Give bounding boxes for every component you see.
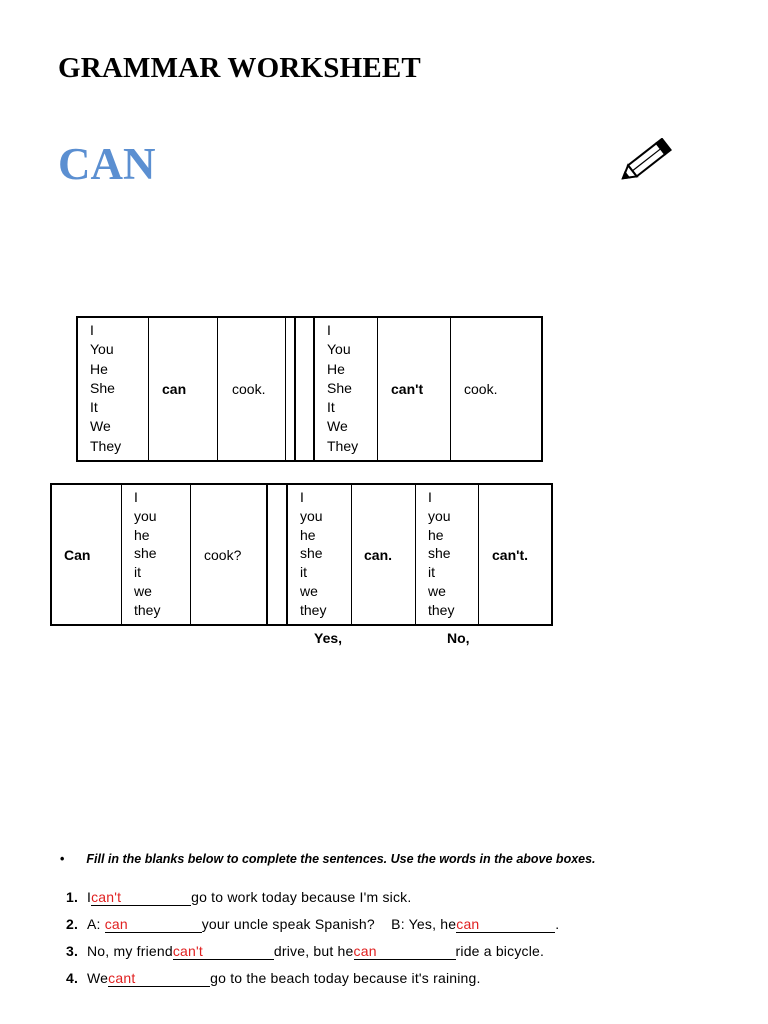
verb-cook: cook. [232,381,266,397]
worksheet-title: GRAMMAR WORKSHEET [58,52,421,84]
answer-blank[interactable]: can [456,916,555,933]
modal-can: can [162,381,187,397]
pencil-icon [616,138,674,184]
verb-cook-question: cook? [204,546,242,563]
pronoun-list: I you he she it we they [428,489,455,618]
answer-blank[interactable]: can't [91,889,191,906]
bullet: • [60,852,65,866]
verb-cook: cook. [464,381,498,397]
affirmative-table [76,316,296,462]
answer-blank[interactable]: cant [108,970,210,987]
pronoun-list: I You He She It We They [90,322,122,454]
answer-blank[interactable]: can [354,943,456,960]
instructions-text: Fill in the blanks below to complete the sentences. Use the words in the above boxes. [86,852,596,866]
pronoun-list: I You He She It We They [327,322,359,454]
answer-blank[interactable]: can't [173,943,274,960]
short-answer-table [286,483,553,626]
question-2: 2. A: can your uncle speak Spanish? B: Yes, hecan . [66,916,560,932]
modal-can-question: Can [64,546,91,563]
question-1: 1. Ican't go to work today because I'm sick. [66,889,412,905]
question-table [50,483,268,626]
question-3: 3. No, my friendcan't drive, but hecan ride a bicycle. [66,943,545,959]
modal-cant: can't [391,381,424,397]
no-label: No, [447,630,470,646]
topic-heading: CAN [58,139,156,189]
question-4: 4. Wecant go to the beach today because it's raining. [66,970,481,986]
answer-blank[interactable]: can [105,916,202,933]
yes-label: Yes, [314,630,343,646]
modal-cant-short: can't. [492,546,529,563]
pronoun-list: I you he she it we they [300,489,327,618]
pronoun-list: I you he she it we they [134,489,161,618]
modal-can-short: can. [364,546,393,563]
negative-table [313,316,543,462]
instructions [60,852,596,866]
